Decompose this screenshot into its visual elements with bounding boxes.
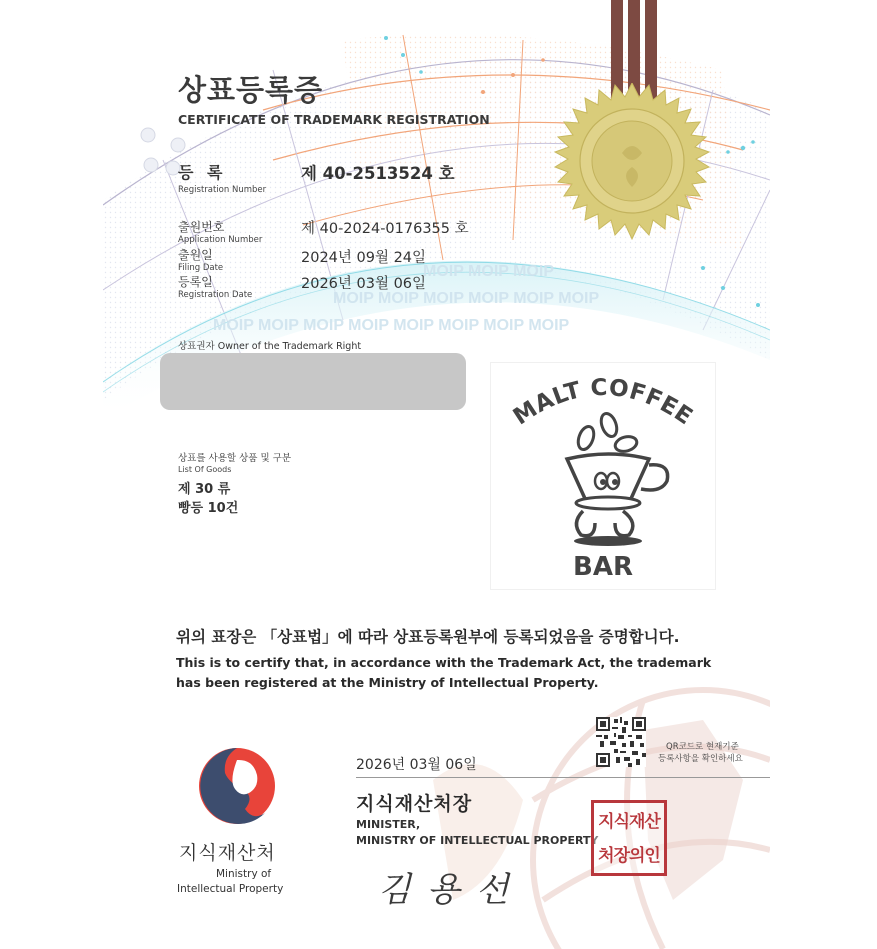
issuer-ko: 지식재산처장	[356, 793, 473, 815]
application-label-en: Application Number	[178, 235, 263, 245]
official-seal-stamp: 지식재산처장의인	[591, 800, 667, 876]
registration-number: 제 40-2513524 호	[301, 164, 455, 183]
statement-ko: 위의 표장은 「상표법」에 따라 상표등록원부에 등록되었음을 증명합니다.	[176, 628, 680, 646]
application-number: 제 40-2024-0176355 호	[301, 221, 469, 237]
certificate-title-ko: 상표등록증	[178, 73, 324, 107]
goods-label-en: List Of Goods	[178, 465, 232, 474]
registration-date-label-en: Registration Date	[178, 290, 253, 300]
agency-name-en-line1: Ministry of	[216, 868, 272, 880]
statement-en-line1: This is to certify that, in accordance with the Trademark Act, the trademark	[176, 655, 712, 670]
goods-class: 제 30 류	[178, 482, 231, 497]
qr-caption-line2: 등록사항을 확인하세요	[658, 754, 743, 764]
goods-items: 빵등 10건	[178, 501, 239, 516]
owner-redacted-box	[160, 353, 466, 410]
gold-seal-icon	[550, 83, 714, 247]
qr-caption-line1: QR코드로 현재기준	[666, 742, 739, 752]
government-emblem-icon	[195, 745, 281, 827]
svg-text:MOIP MOIP MOIP MOIP MOIP MOIP: MOIP MOIP MOIP MOIP MOIP MOIP	[333, 290, 600, 307]
registration-label-ko: 등 록	[178, 163, 227, 182]
agency-name-en-line2: Intellectual Property	[177, 883, 284, 895]
logo-top-text: MALT COFFEE	[508, 374, 698, 431]
filing-date: 2024년 09월 24일	[301, 250, 427, 266]
registration-date-label-ko: 등록일	[178, 275, 213, 289]
filing-date-label-en: Filing Date	[178, 263, 224, 273]
filing-date-label-ko: 출원일	[178, 248, 213, 262]
registration-date: 2026년 03월 06일	[301, 276, 427, 292]
signature: 김용선	[378, 870, 525, 910]
issuer-en-line2: MINISTRY OF INTELLECTUAL PROPERTY	[356, 834, 599, 847]
svg-text:MOIP MOIP MOIP MOIP MOIP MOIP: MOIP MOIP MOIP MOIP MOIP MOIP MOIP MOIP	[213, 317, 570, 334]
certificate-title-en: CERTIFICATE OF TRADEMARK REGISTRATION	[178, 112, 490, 127]
trademark-logo	[490, 362, 716, 590]
qr-code[interactable]	[596, 717, 646, 767]
owner-label: 상표권자 Owner of the Trademark Right	[178, 341, 362, 352]
issue-date: 2026년 03월 06일	[356, 757, 477, 773]
goods-label-ko: 상표를 사용할 상품 및 구분	[178, 453, 292, 464]
svg-text:MOIP MOIP MOIP: MOIP MOIP MOIP	[423, 263, 554, 280]
agency-name-ko: 지식재산처	[179, 842, 276, 864]
divider	[356, 777, 770, 778]
application-label-ko: 출원번호	[178, 220, 225, 234]
coffee-dripper-character-icon	[491, 363, 715, 589]
certificate-page	[103, 0, 770, 949]
statement-en-line2: has been registered at the Ministry of Intellectual Property.	[176, 675, 599, 690]
logo-bottom-text: BAR	[573, 552, 633, 582]
issuer-en-line1: MINISTER,	[356, 818, 421, 831]
registration-label-en: Registration Number	[178, 185, 267, 195]
